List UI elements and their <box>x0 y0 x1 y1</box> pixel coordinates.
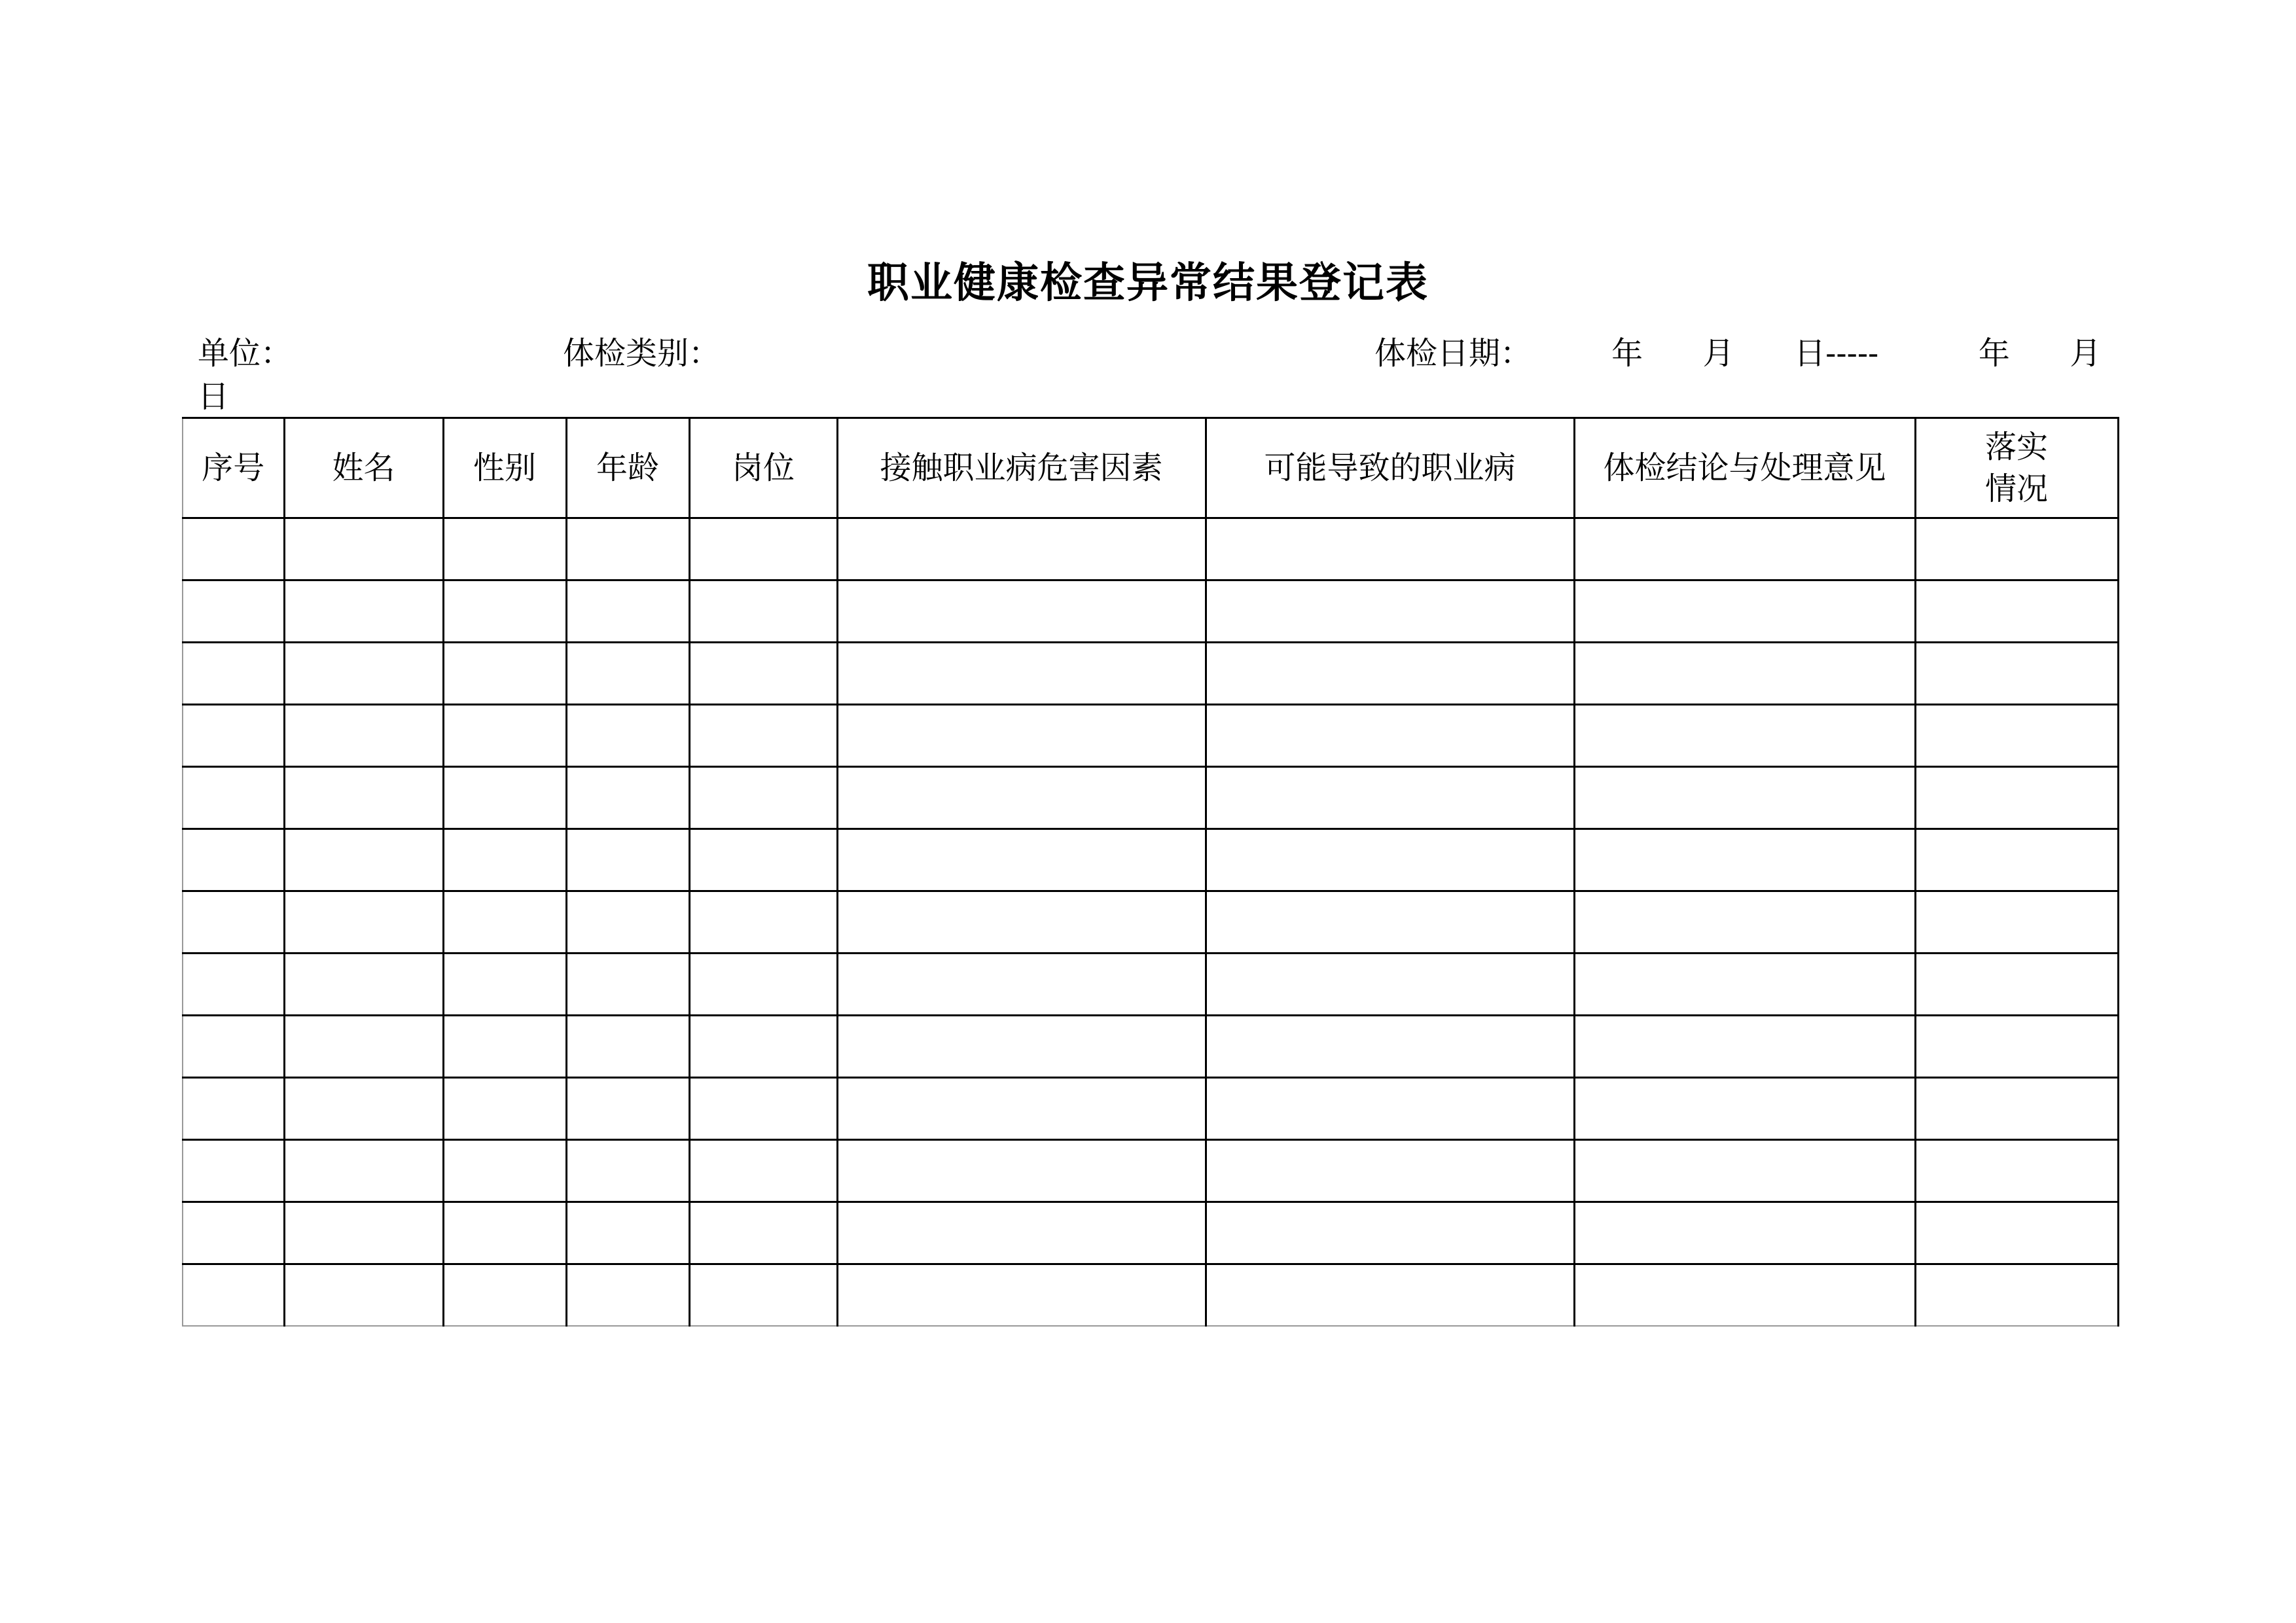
table-cell[interactable] <box>837 829 1206 891</box>
table-cell[interactable] <box>1206 954 1574 1016</box>
unit-label: 单位： <box>198 335 293 372</box>
table-cell[interactable] <box>1574 643 1915 705</box>
table-cell[interactable] <box>183 705 284 767</box>
table-cell[interactable] <box>183 1202 284 1264</box>
table-cell[interactable] <box>1915 891 2118 954</box>
table-cell[interactable] <box>837 1078 1206 1140</box>
table-cell[interactable] <box>566 954 689 1016</box>
table-row <box>183 1264 2118 1327</box>
table-cell[interactable] <box>1574 1140 1915 1202</box>
table-cell[interactable] <box>689 643 837 705</box>
table-cell[interactable] <box>689 829 837 891</box>
table-row <box>183 580 2118 643</box>
table-cell[interactable] <box>284 580 443 643</box>
table-cell[interactable] <box>689 580 837 643</box>
table-cell[interactable] <box>1206 643 1574 705</box>
table-cell[interactable] <box>284 954 443 1016</box>
table-cell[interactable] <box>689 1140 837 1202</box>
table-cell[interactable] <box>443 518 566 580</box>
table-cell[interactable] <box>1206 1264 1574 1327</box>
header-age: 年龄 <box>566 418 689 518</box>
table-cell[interactable] <box>284 891 443 954</box>
table-cell[interactable] <box>1915 829 2118 891</box>
table-cell[interactable] <box>1206 1078 1574 1140</box>
table-cell[interactable] <box>443 1202 566 1264</box>
table-cell[interactable] <box>284 643 443 705</box>
table-cell[interactable] <box>566 705 689 767</box>
table-cell[interactable] <box>1574 705 1915 767</box>
table-cell[interactable] <box>183 643 284 705</box>
table-row <box>183 705 2118 767</box>
table-cell[interactable] <box>1574 829 1915 891</box>
table-cell[interactable] <box>837 643 1206 705</box>
table-cell[interactable] <box>689 705 837 767</box>
table-cell[interactable] <box>566 643 689 705</box>
table-row <box>183 954 2118 1016</box>
table-cell[interactable] <box>689 1016 837 1078</box>
header-implementation <box>1915 418 2118 518</box>
table-cell[interactable] <box>1915 518 2118 580</box>
table-cell[interactable] <box>284 1078 443 1140</box>
table-cell[interactable] <box>1574 767 1915 829</box>
table-cell[interactable] <box>284 1140 443 1202</box>
header-hazard-factors: 接触职业病危害因素 <box>837 418 1206 518</box>
header-gender: 性别 <box>443 418 566 518</box>
table-cell[interactable] <box>183 767 284 829</box>
table-cell[interactable] <box>689 518 837 580</box>
table-cell[interactable] <box>689 954 837 1016</box>
header-possible-disease: 可能导致的职业病 <box>1206 418 1574 518</box>
table-cell[interactable] <box>566 1202 689 1264</box>
table-cell[interactable] <box>1915 1202 2118 1264</box>
table-cell[interactable] <box>183 829 284 891</box>
table-cell[interactable] <box>183 954 284 1016</box>
table-cell[interactable] <box>284 767 443 829</box>
table-cell[interactable] <box>1206 891 1574 954</box>
table-cell[interactable] <box>837 580 1206 643</box>
table-cell[interactable] <box>689 1264 837 1327</box>
table-cell[interactable] <box>443 1264 566 1327</box>
table-cell[interactable] <box>1206 1202 1574 1264</box>
table-cell[interactable] <box>443 643 566 705</box>
header-implementation-line1: 落实 <box>1984 429 2048 465</box>
table-cell[interactable] <box>566 580 689 643</box>
table-cell[interactable] <box>183 891 284 954</box>
table-cell[interactable] <box>443 891 566 954</box>
table-cell[interactable] <box>284 705 443 767</box>
table-row <box>183 1078 2118 1140</box>
table-cell[interactable] <box>566 1264 689 1327</box>
table-cell[interactable] <box>1574 1264 1915 1327</box>
table-cell[interactable] <box>689 1202 837 1264</box>
table-cell[interactable] <box>1915 767 2118 829</box>
table-cell[interactable] <box>837 1016 1206 1078</box>
exam-date-day-label: 日 <box>198 378 230 415</box>
table-cell[interactable] <box>443 829 566 891</box>
table-cell[interactable] <box>689 1078 837 1140</box>
table-cell[interactable] <box>1574 891 1915 954</box>
table-cell[interactable] <box>1574 580 1915 643</box>
table-cell[interactable] <box>183 1140 284 1202</box>
table-cell[interactable] <box>1574 518 1915 580</box>
table-cell[interactable] <box>1915 1264 2118 1327</box>
table-cell[interactable] <box>837 1264 1206 1327</box>
header-serial-number: 序号 <box>183 418 284 518</box>
table-cell[interactable] <box>443 1078 566 1140</box>
table-cell[interactable] <box>837 1140 1206 1202</box>
table-cell[interactable] <box>1915 1016 2118 1078</box>
table-cell[interactable] <box>1915 643 2118 705</box>
table-row <box>183 1202 2118 1264</box>
header-conclusion: 体检结论与处理意见 <box>1574 418 1915 518</box>
table-cell[interactable] <box>183 518 284 580</box>
table-cell[interactable] <box>1206 1140 1574 1202</box>
table-cell[interactable] <box>183 580 284 643</box>
table-cell[interactable] <box>1574 954 1915 1016</box>
table-cell[interactable] <box>689 891 837 954</box>
table-cell[interactable] <box>443 767 566 829</box>
table-cell[interactable] <box>284 1202 443 1264</box>
table-row <box>183 891 2118 954</box>
table-cell[interactable] <box>566 829 689 891</box>
table-cell[interactable] <box>1915 954 2118 1016</box>
exam-type-label: 体检类别： <box>563 335 721 372</box>
header-implementation-line2: 情况 <box>1984 471 2048 507</box>
table-cell[interactable] <box>1915 580 2118 643</box>
table-header-row <box>183 418 2118 518</box>
table-row <box>183 829 2118 891</box>
table-cell[interactable] <box>1915 1140 2118 1202</box>
table-cell[interactable] <box>1915 1078 2118 1140</box>
table-cell[interactable] <box>689 767 837 829</box>
table-cell[interactable] <box>566 1016 689 1078</box>
table-row <box>183 518 2118 580</box>
table-row <box>183 1140 2118 1202</box>
table-cell[interactable] <box>566 767 689 829</box>
table-cell[interactable] <box>1206 829 1574 891</box>
table-cell[interactable] <box>1206 518 1574 580</box>
table-cell[interactable] <box>1206 767 1574 829</box>
table-cell[interactable] <box>1574 1078 1915 1140</box>
table-cell[interactable] <box>837 518 1206 580</box>
table-cell[interactable] <box>284 1264 443 1327</box>
table-cell[interactable] <box>566 891 689 954</box>
table-cell[interactable] <box>837 954 1206 1016</box>
header-position: 岗位 <box>689 418 837 518</box>
table-cell[interactable] <box>837 1202 1206 1264</box>
table-cell[interactable] <box>284 518 443 580</box>
exam-date-label: 体检日期： 年 月 日----- 年 月 <box>1374 335 2102 372</box>
page-title: 职业健康检查异常结果登记表 <box>867 259 1429 308</box>
table-body <box>183 518 2118 1327</box>
table-cell[interactable] <box>284 1016 443 1078</box>
registration-table <box>182 417 2119 1327</box>
table-cell[interactable] <box>837 891 1206 954</box>
table-cell[interactable] <box>1206 580 1574 643</box>
table-cell[interactable] <box>837 767 1206 829</box>
table-row <box>183 1016 2118 1078</box>
table-cell[interactable] <box>566 1078 689 1140</box>
table-cell[interactable] <box>443 705 566 767</box>
table-cell[interactable] <box>1574 1016 1915 1078</box>
table-cell[interactable] <box>443 1016 566 1078</box>
table-cell[interactable] <box>1206 1016 1574 1078</box>
table-cell[interactable] <box>566 518 689 580</box>
table-cell[interactable] <box>443 1140 566 1202</box>
table-cell[interactable] <box>837 705 1206 767</box>
table-cell[interactable] <box>1574 1202 1915 1264</box>
table-cell[interactable] <box>183 1264 284 1327</box>
header-name: 姓名 <box>284 418 443 518</box>
table-cell[interactable] <box>566 1140 689 1202</box>
table-cell[interactable] <box>443 954 566 1016</box>
table-row <box>183 643 2118 705</box>
table-cell[interactable] <box>183 1078 284 1140</box>
table-row <box>183 767 2118 829</box>
table-cell[interactable] <box>1915 705 2118 767</box>
table-cell[interactable] <box>183 1016 284 1078</box>
table-cell[interactable] <box>1206 705 1574 767</box>
table-cell[interactable] <box>284 829 443 891</box>
table-cell[interactable] <box>443 580 566 643</box>
